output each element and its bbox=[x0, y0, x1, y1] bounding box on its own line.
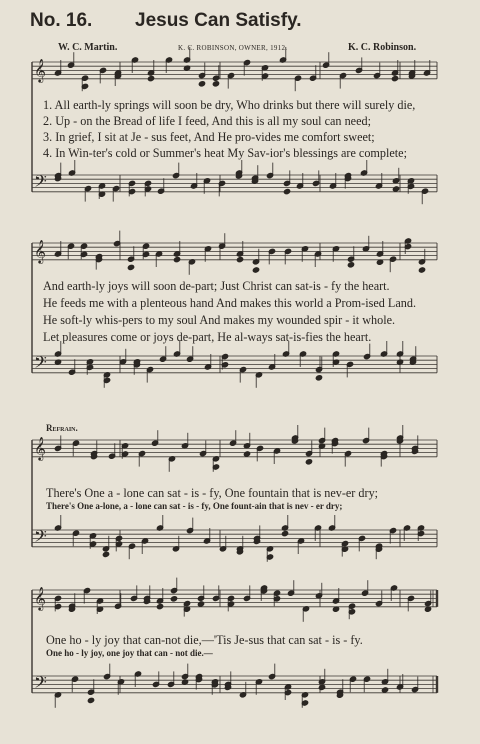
bass-clef-icon: 𝄢 bbox=[34, 352, 47, 376]
note-head bbox=[170, 596, 177, 602]
note-head bbox=[392, 186, 399, 192]
note-head bbox=[198, 81, 205, 87]
note-head bbox=[236, 257, 243, 263]
hymn-number: No. 16. bbox=[30, 10, 93, 31]
note-head bbox=[212, 81, 219, 87]
treble-clef-icon: 𝄞 bbox=[34, 436, 46, 460]
treble-clef-icon: 𝄞 bbox=[34, 239, 46, 263]
refrain-soprano-line-1: There's One a - lone can sat - is - fy, One fountain that is nev-er dry; bbox=[46, 486, 379, 500]
composer-credit: K. C. Robinson. bbox=[348, 42, 417, 53]
note-head bbox=[347, 262, 354, 268]
treble-clef-icon: 𝄞 bbox=[34, 58, 46, 82]
note-head bbox=[305, 459, 312, 465]
copyright-owner: K. C. ROBINSON, OWNER, 1912. bbox=[178, 44, 288, 52]
lyricist-credit: W. C. Martin. bbox=[58, 42, 118, 53]
note-head bbox=[87, 697, 94, 703]
note-head bbox=[283, 189, 290, 195]
note-head bbox=[197, 601, 204, 607]
note-head bbox=[318, 684, 325, 690]
note-head bbox=[391, 76, 398, 82]
verse-4-line-1: 4. In Win-ter's cold or Summer's heat My Sav-ior's blessings are complete; bbox=[43, 146, 407, 160]
bass-clef-icon: 𝄢 bbox=[34, 526, 47, 550]
note-head bbox=[252, 267, 259, 273]
note-head bbox=[418, 267, 425, 273]
note-head bbox=[102, 551, 109, 557]
note-head bbox=[173, 257, 180, 263]
treble-clef-icon: 𝄞 bbox=[34, 586, 46, 610]
note-head bbox=[156, 604, 163, 610]
note-head bbox=[127, 264, 134, 270]
refrain-bass-line-2: One ho - ly joy, one joy that can - not die.— bbox=[46, 648, 213, 658]
note-head bbox=[315, 375, 322, 381]
verse-2-line-2: He feeds me with a plenteous hand And makes this world a Prom-ised Land. bbox=[43, 296, 416, 310]
verse-3-line-1: 3. In grief, I sit at Je - sus feet, And He pro-vides me comfort sweet; bbox=[43, 130, 375, 144]
note-head bbox=[381, 687, 388, 693]
bass-clef-icon: 𝄢 bbox=[34, 171, 47, 195]
verse-4-line-2: Let pleasures come or joys de-part, He al-ways sat-is-fies the heart. bbox=[43, 330, 372, 344]
note-head bbox=[147, 76, 154, 82]
verse-1-line-1: 1. All earth-ly springs will soon be dry, Who drinks but there will surely die, bbox=[43, 98, 416, 112]
refrain-soprano-line-2: One ho - ly joy that can-not die,—'Tis Je-sus that can sat - is - fy. bbox=[46, 633, 363, 647]
refrain-label: Refrain. bbox=[46, 423, 78, 433]
verse-2-line-1: 2. Up - on the Bread of life I feed, And this is all my soul can need; bbox=[43, 114, 371, 128]
hymn-title: Jesus Can Satisfy. bbox=[135, 10, 302, 31]
verse-1-line-2: And earth-ly joys will soon de-part; Just Christ can sat-is - fy the heart. bbox=[43, 279, 390, 293]
note-head bbox=[243, 451, 250, 457]
bass-clef-icon: 𝄢 bbox=[34, 672, 47, 696]
note-head bbox=[281, 531, 288, 537]
verse-3-line-2: He soft-ly whis-pers to my soul And makes my wounded spir - it whole. bbox=[43, 313, 396, 327]
refrain-bass-line-1: There's One a-lone, a - lone can sat - is - fy, One fount-ain that is nev - er dry; bbox=[46, 501, 343, 511]
